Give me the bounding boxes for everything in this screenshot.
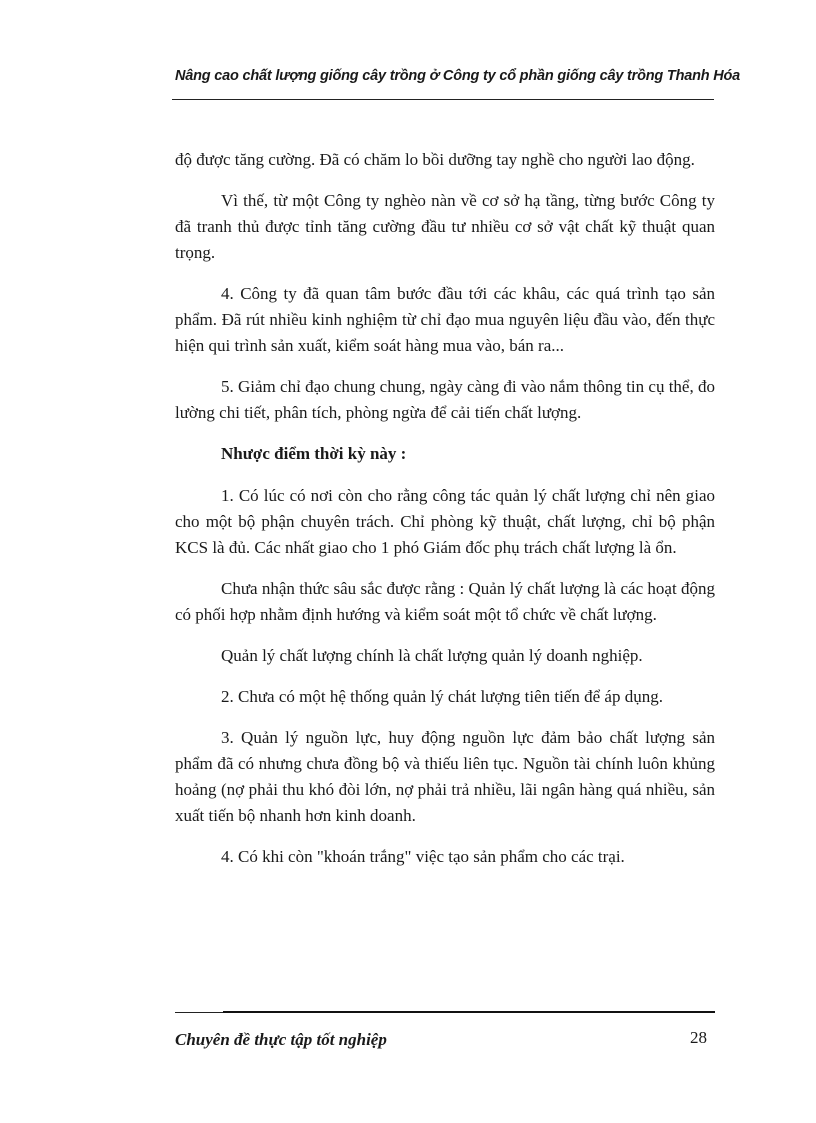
footer-divider-thin (175, 1012, 223, 1013)
paragraph-item-5: 5. Giảm chỉ đạo chung chung, ngày càng đi vào nắm thông tin cụ thể, đo lường chi tiết, phân tích, phòng ngừa để cải tiến chất lượng. (175, 377, 715, 422)
paragraph: Quản lý chất lượng chính là chất lượng quản lý doanh nghiệp. (221, 646, 643, 665)
paragraph-continuation: độ được tăng cường. Đã có chăm lo bồi dưỡng tay nghề cho người lao động. (175, 150, 695, 169)
header-divider (172, 99, 714, 100)
body-text (175, 147, 715, 885)
paragraph-weakness-4: 4. Có khi còn "khoán trắng" việc tạo sản phẩm cho các trại. (221, 847, 625, 866)
paragraph-item-4: 4. Công ty đã quan tâm bước đầu tới các khâu, các quá trình tạo sản phẩm. Đã rút nhiều kinh nghiệm từ chỉ đạo mua nguyên liệu đầu vào, đến thực hiện qui trình sản xuất, kiểm soát hàng mua vào, bán ra... (175, 284, 715, 355)
section-heading: Nhược điểm thời kỳ này : (221, 444, 407, 463)
footer-divider-thick (223, 1011, 715, 1013)
paragraph-weakness-1: 1. Có lúc có nơi còn cho rằng công tác quản lý chất lượng chỉ nên giao cho một bộ phận chuyên trách. Chỉ phòng kỹ thuật, chất lượng, chỉ bộ phận KCS là đủ. Các nhất giao cho 1 phó Giám đốc phụ trách chất lượng là ổn. (175, 486, 715, 557)
footer-label: Chuyên đề thực tập tốt nghiệp (175, 1030, 387, 1049)
page-number: 28 (690, 1028, 707, 1047)
paragraph-weakness-2: 2. Chưa có một hệ thống quản lý chát lượng tiên tiến để áp dụng. (221, 687, 663, 706)
paragraph: Chưa nhận thức sâu sắc được rằng : Quản lý chất lượng là các hoạt động có phối hợp nhằm định hướng và kiểm soát một tổ chức về chất lượng. (175, 579, 715, 624)
header-title: Nâng cao chất lượng giống cây trồng ở Công ty cổ phần giống cây trồng Thanh Hóa (175, 68, 741, 84)
paragraph: Vì thế, từ một Công ty nghèo nàn về cơ sở hạ tầng, từng bước Công ty đã tranh thủ được tỉnh tăng cường đầu tư nhiều cơ sở vật chất kỹ thuật quan trọng. (175, 191, 715, 262)
paragraph-weakness-3: 3. Quản lý nguồn lực, huy động nguồn lực đảm bảo chất lượng sản phẩm đã có nhưng chưa đồng bộ và thiếu liên tục. Nguồn tài chính luôn khủng hoảng (nợ phải thu khó đòi lớn, nợ phải trả nhiều, lãi ngân hàng quá nhiều, sản xuất tiến bộ nhanh hơn kinh doanh. (175, 728, 715, 825)
